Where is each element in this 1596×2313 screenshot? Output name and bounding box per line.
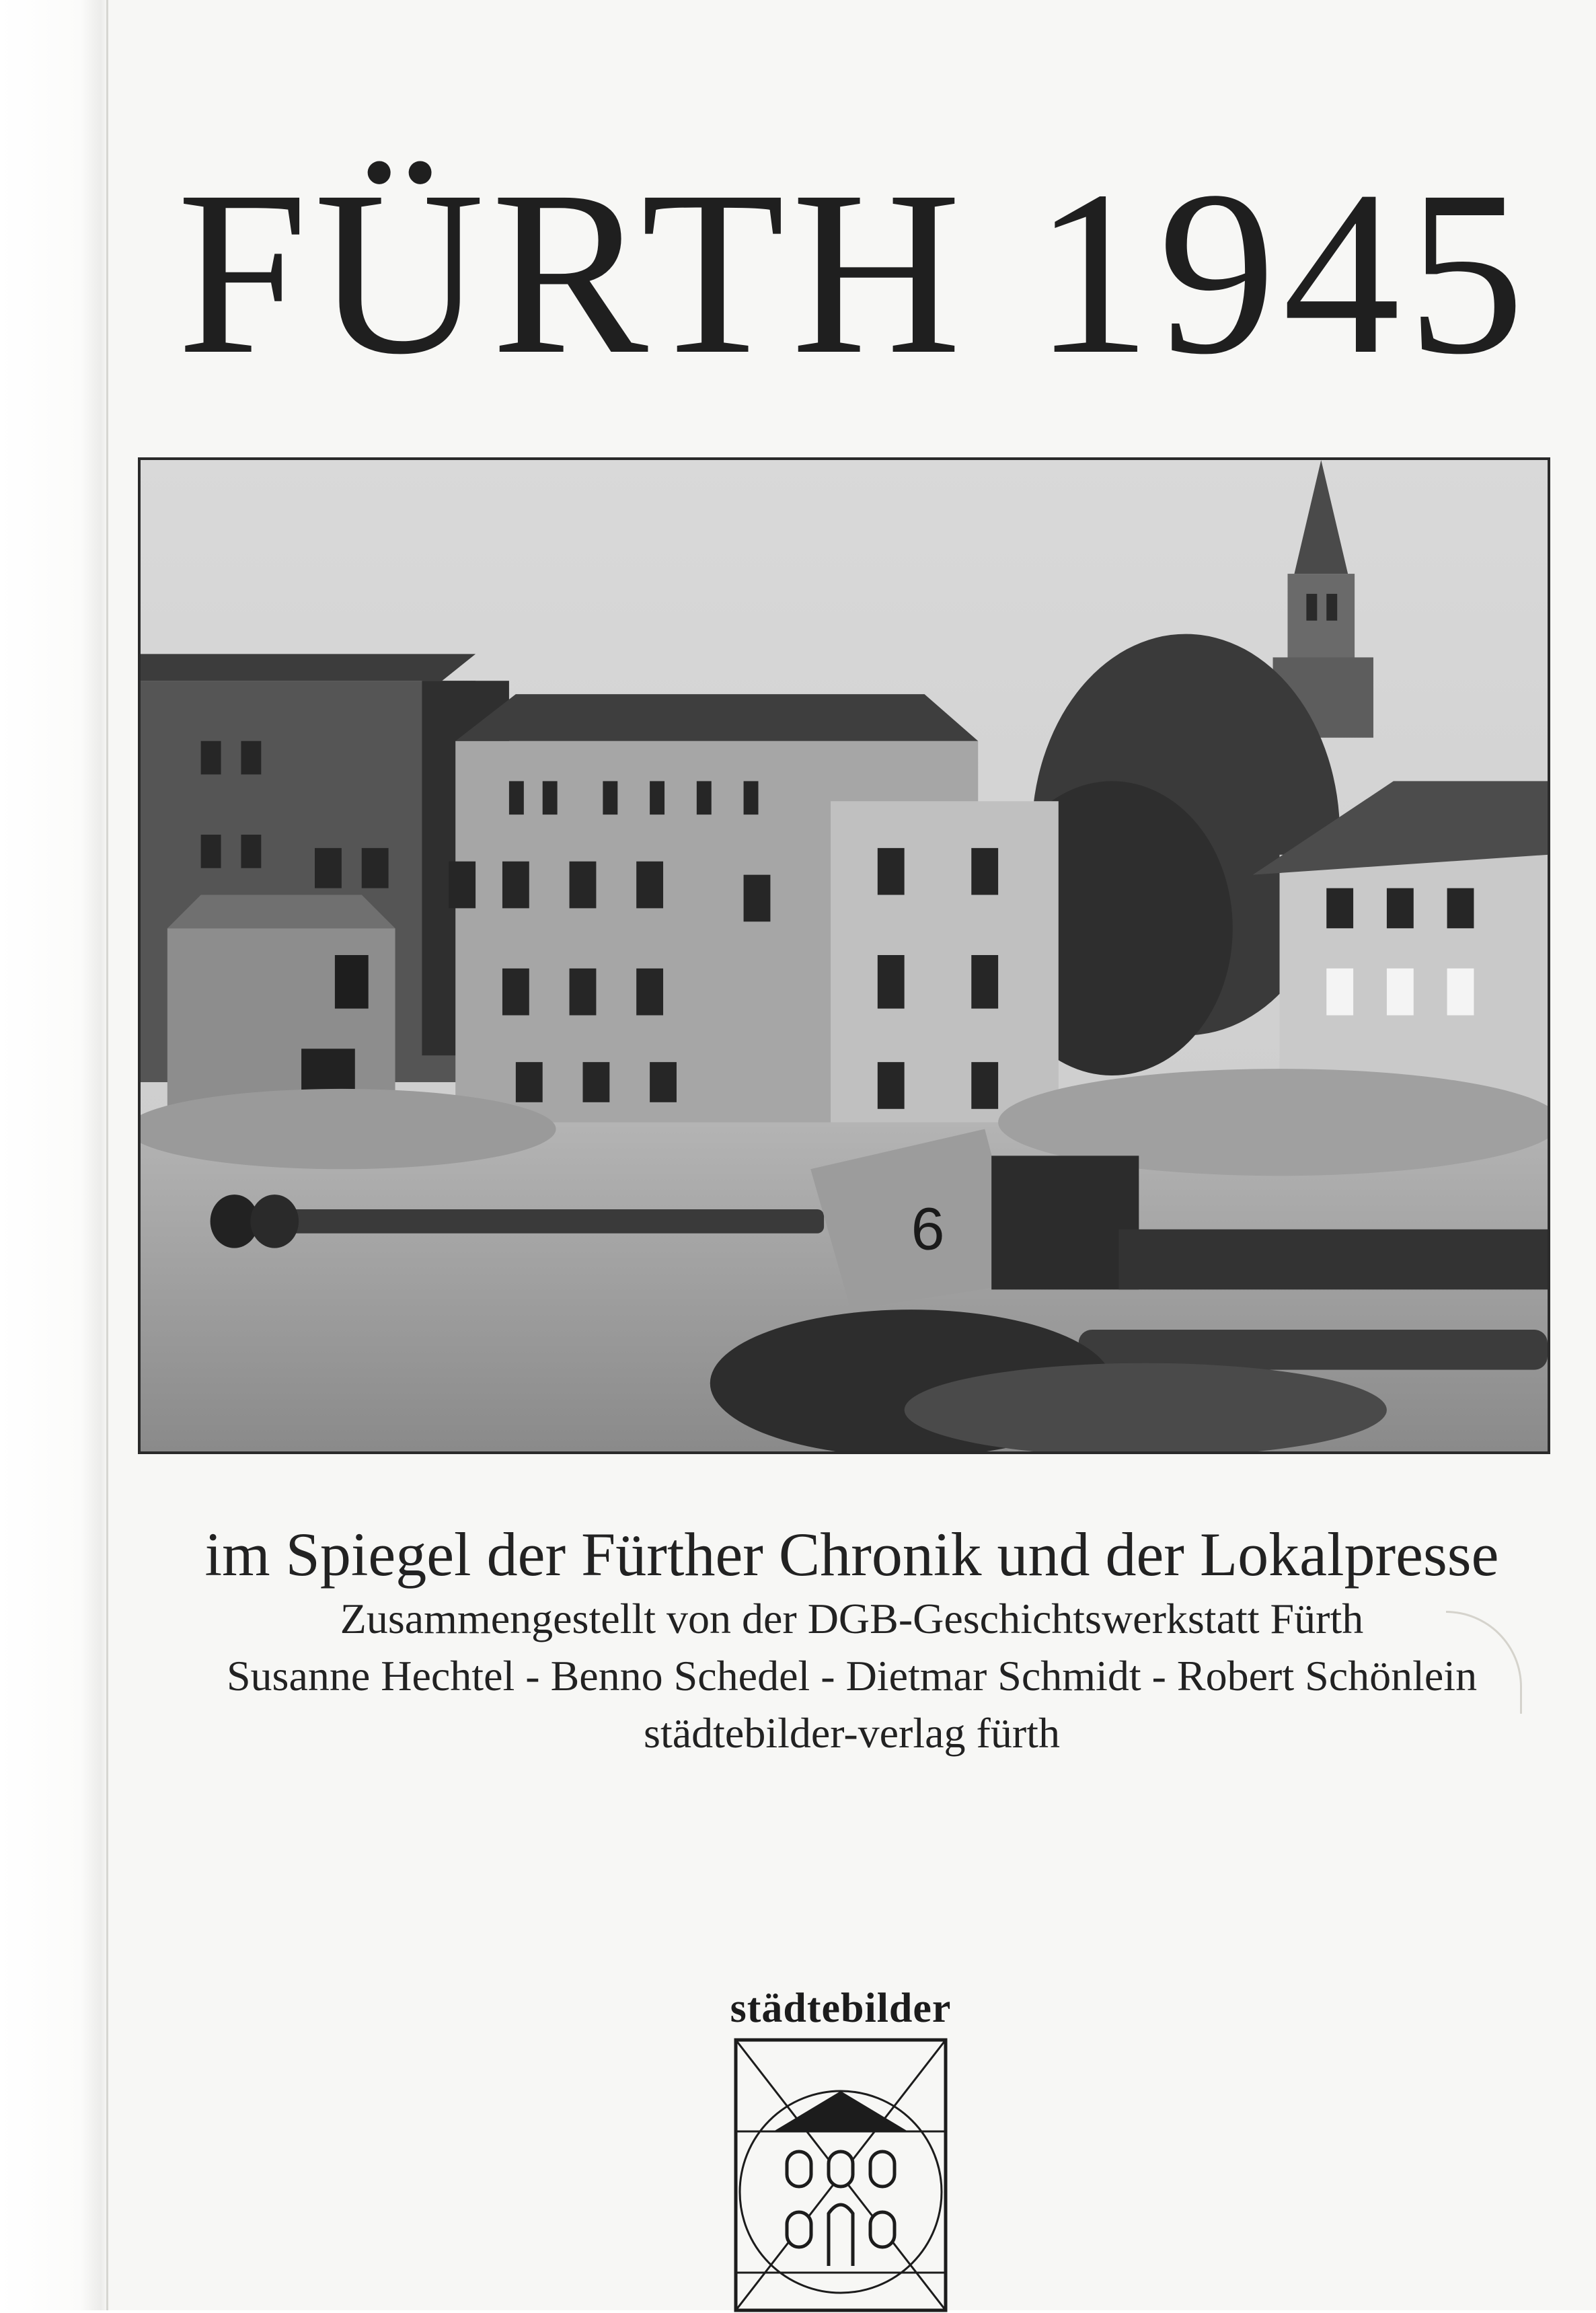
house-emblem-icon: [733, 2037, 948, 2313]
cover-photo: [138, 457, 1550, 1454]
publisher-logo: [726, 1987, 955, 2313]
cover-fold-line: [106, 0, 108, 2310]
authors-line: Susanne Hechtel - Benno Schedel - Dietmar Schmidt - Robert Schönlein: [226, 1652, 1478, 1700]
cover-spine-edge: [0, 0, 108, 2310]
gun-shield-number: 6: [911, 1195, 945, 1262]
publisher-line: städtebilder-verlag fürth: [644, 1709, 1060, 1757]
cover-subtitle: im Spiegel der Fürther Chronik und der Lokalpresse: [204, 1520, 1499, 1589]
cover-title: FÜRTH 1945: [177, 142, 1531, 403]
war-ruins-photo: [141, 460, 1548, 1451]
publisher-logo-text: städtebilder: [730, 1985, 952, 2031]
compiled-by-line: Zusammengestellt von der DGB-Geschichtswerkstatt Fürth: [340, 1595, 1364, 1642]
